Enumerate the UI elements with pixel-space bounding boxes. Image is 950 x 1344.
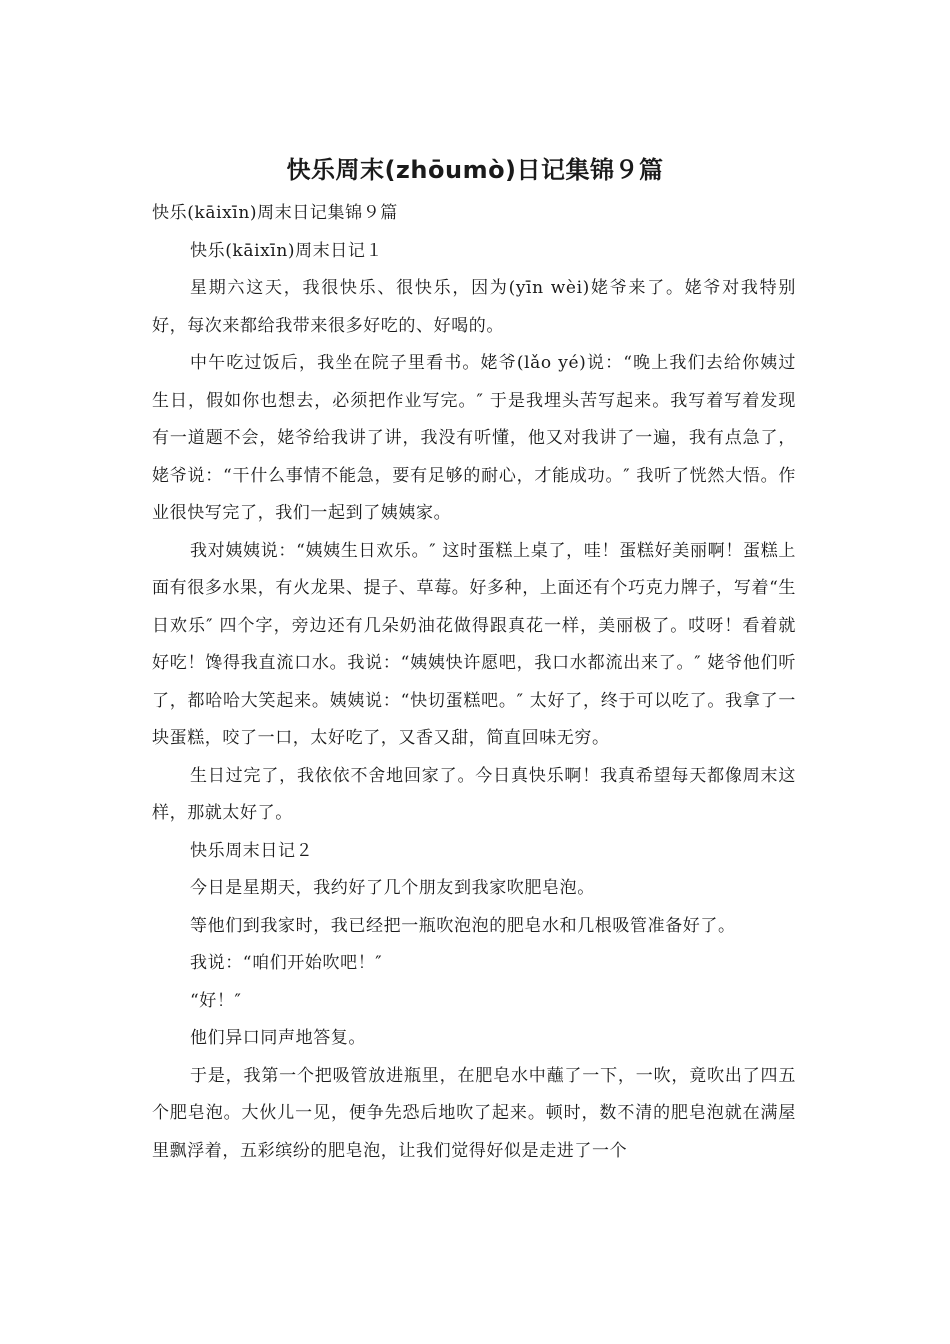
document-body [152,195,796,1170]
body-paragraph: 星期六这天，我很快乐、很快乐，因为(yīn wèi)姥爷来了。姥爷对我特别好，每次来都给我带来很多好吃的、好喝的。 [152,278,796,336]
body-paragraph: 等他们到我家时，我已经把一瓶吹泡泡的肥皂水和几根吸管准备好了。 [190,915,736,936]
document-title: 快乐周末(zhōumò)日记集锦９篇 [286,156,664,184]
body-paragraph: 中午吃过饭后，我坐在院子里看书。姥爷(lǎo yé)说：“晚上我们去给你姨过生日，假如你也想去，必须把作业写完。″ 于是我埋头苦写起来。我写着写着发现有一道题不会，姥爷给我讲了讲，我没有听懂，他又对我讲了一遍，我有点急了，姥爷说：“干什么事情不能急，要有足够的耐心，才能成功。″ 我听了恍然大悟。作业很快写完了，我们一起到了姨姨家。 [152,353,796,523]
body-paragraph: “好！″ [190,990,242,1011]
body-paragraph: 我说：“咱们开始吹吧！″ [190,953,383,973]
body-paragraph: 他们异口同声地答复。 [190,1028,366,1048]
body-paragraph: 我对姨姨说：“姨姨生日欢乐。″ 这时蛋糕上桌了，哇！蛋糕好美丽啊！蛋糕上面有很多水果，有火龙果、提子、草莓。好多种，上面还有个巧克力牌子，写着“生日欢乐″ 四个字，旁边还有几朵奶油花做得跟真花一样，美丽极了。哎呀！看着就好吃！馋得我直流口水。我说：“姨姨快许愿吧，我口水都流出来了。″ 姥爷他们听了，都哈哈大笑起来。姨姨说：“快切蛋糕吧。″ 太好了，终于可以吃了。我拿了一块蛋糕，咬了一口，太好吃了，又香又甜，简直回味无穷。 [152,540,796,748]
subtitle-paragraph: 快乐(kāixīn)周末日记集锦９篇 [152,203,398,223]
body-paragraph: 生日过完了，我依依不舍地回家了。今日真快乐啊！我真希望每天都像周末这样，那就太好了。 [152,765,796,823]
body-paragraph: 于是，我第一个把吸管放进瓶里，在肥皂水中蘸了一下，一吹，竟吹出了四五个肥皂泡。大伙儿一见，便争先恐后地吹了起来。顿时，数不清的肥皂泡就在满屋里飘浮着，五彩缤纷的肥皂泡，让我们觉得好似是走进了一个 [152,1065,796,1161]
diary-heading-1: 快乐(kāixīn)周末日记１ [190,240,384,261]
diary-heading-2: 快乐周末日记２ [190,840,314,861]
body-paragraph: 今日是星期天，我约好了几个朋友到我家吹肥皂泡。 [190,878,595,898]
